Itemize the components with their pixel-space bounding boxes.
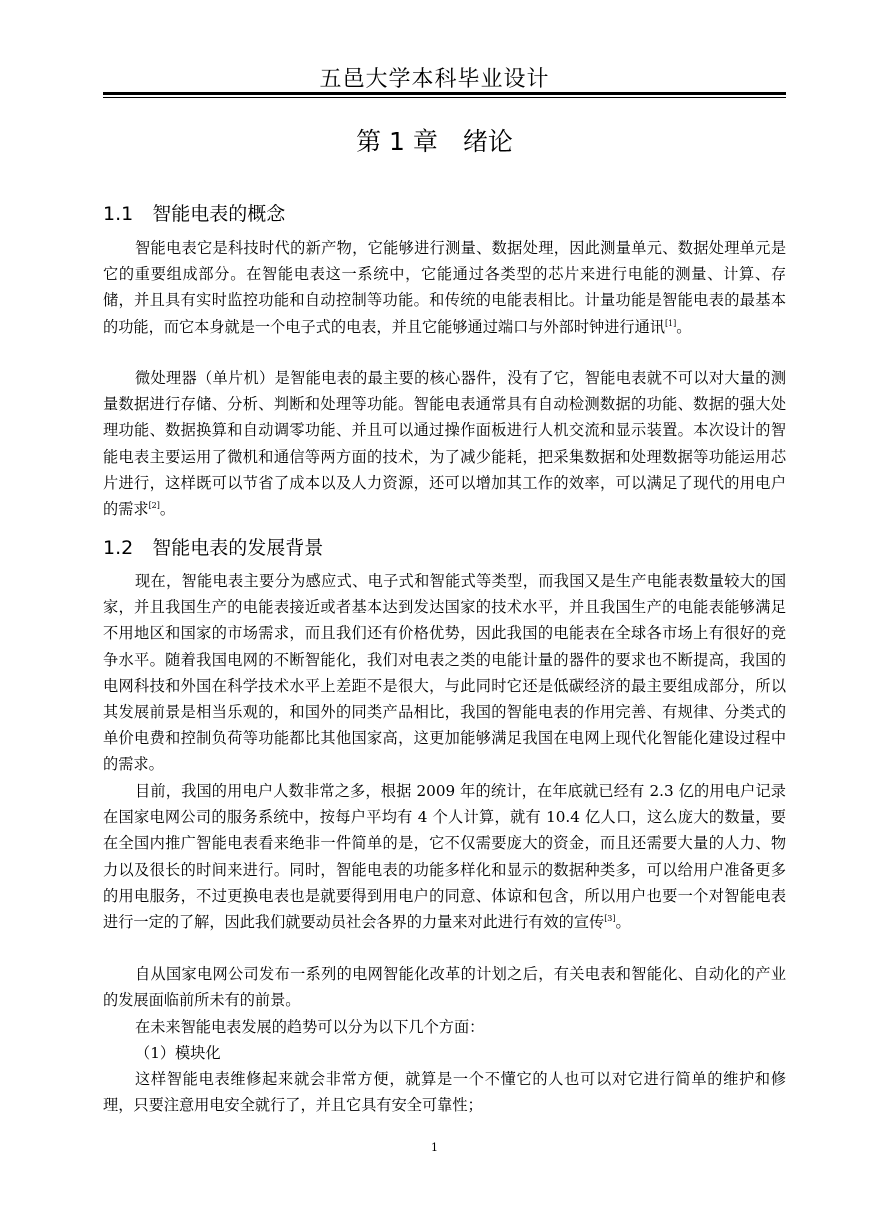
section-heading-1-1: 1.1 智能电表的概念	[103, 203, 286, 225]
paragraph: 目前，我国的用电户人数非常之多，根据 2009 年的统计，在年底就已经有 2.3 亿的用电户记录在国家电网公司的服务系统中，按每户平均有 4 个人计算，就有 10.4 亿人口，这么庞大的数量，要在全国内推广智能电表看来绝非一件简单的是，它不仅需要庞大的资金，而且还需要大量的人力、物力以及很长的时间来进行。同时，智能电表的功能多样化和显示的数据种类多，可以给用户准备更多的用电服务，不过更换电表也是就要得到用电户的同意、体谅和包含，所以用户也要一个对智能电表进行一定的了解，因此我们就要动员社会各界的力量来对此进行有效的宣传[3]。	[103, 782, 786, 932]
citation-ref: [3]	[604, 913, 616, 923]
page-number: 1	[431, 1141, 438, 1154]
paragraph: 这样智能电表维修起来就会非常方便，就算是一个不懂它的人也可以对它进行简单的维护和修理，只要注意用电安全就行了，并且它具有安全可靠性；	[103, 1070, 786, 1115]
list-item-heading: （1）模块化	[135, 1044, 221, 1062]
header-rule-thin	[103, 97, 786, 98]
paragraph: 在未来智能电表发展的趋势可以分为以下几个方面：	[135, 1018, 485, 1036]
paragraph: 现在，智能电表主要分为感应式、电子式和智能式等类型，而我国又是生产电能表数量较大的国家，并且我国生产的电能表接近或者基本达到发达国家的技术水平，并且我国生产的电能表能够满足不用地区和国家的市场需求，而且我们还有价格优势，因此我国的电能表在全球各市场上有很好的竞争水平。随着我国电网的不断智能化，我们对电表之类的电能计量的器件的要求也不断提高，我国的电网科技和外国在科学技术水平上差距不是很大，与此同时它还是低碳经济的最主要组成部分，所以其发展前景是相当乐观的，和国外的同类产品相比，我国的智能电表的作用完善、有规律、分类式的单价电费和控制负荷等功能都比其他国家高，这更加能够满足我国在电网上现代化智能化建设过程中的需求。	[103, 572, 786, 774]
citation-ref: [2]	[148, 500, 160, 510]
paragraph: 微处理器（单片机）是智能电表的最主要的核心器件，没有了它，智能电表就不可以对大量的测量数据进行存储、分析、判断和处理等功能。智能电表通常具有自动检测数据的功能、数据的强大处理功能、数据换算和自动调零功能、并且可以通过操作面板进行人机交流和显示装置。本次设计的智能电表主要运用了微机和通信等两方面的技术，为了减少能耗，把采集数据和处理数据等功能运用芯片进行，这样既可以节省了成本以及人力资源，还可以增加其工作的效率，可以满足了现代的用电户的需求[2]。	[103, 369, 786, 519]
header-rule-thick	[103, 92, 786, 95]
running-header: 五邑大学本科毕业设计	[319, 67, 550, 92]
section-heading-1-2: 1.2 智能电表的发展背景	[103, 537, 324, 559]
citation-ref: [1]	[664, 318, 677, 328]
paragraph: 智能电表它是科技时代的新产物，它能够进行测量、数据处理，因此测量单元、数据处理单元是它的重要组成部分。在智能电表这一系统中，它能通过各类型的芯片来进行电能的测量、计算、存储，并且具有实时监控功能和自动控制等功能。和传统的电能表相比。计量功能是智能电表的最基本的功能，而它本身就是一个电子式的电表，并且它能够通过端口与外部时钟进行通讯[1]。	[103, 239, 786, 336]
paragraph: 自从国家电网公司发布一系列的电网智能化改革的计划之后，有关电表和智能化、自动化的产业的发展面临前所未有的前景。	[103, 965, 786, 1010]
chapter-title: 第 1 章 绪论	[356, 127, 513, 156]
